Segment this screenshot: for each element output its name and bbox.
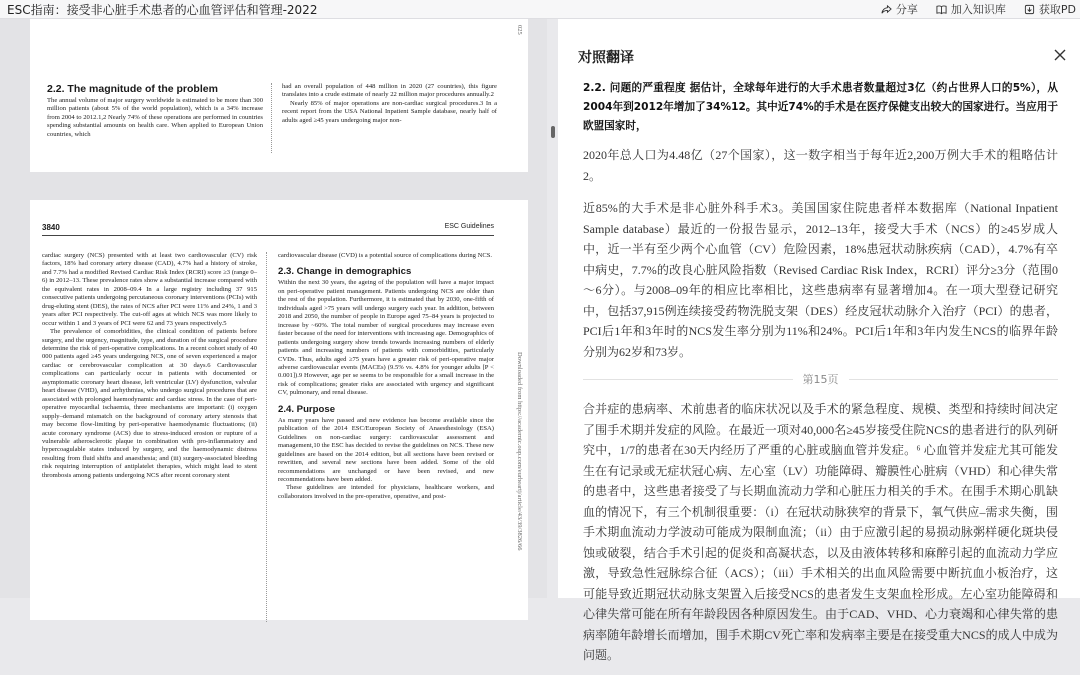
header-rule	[42, 235, 494, 236]
page-marker	[583, 371, 1058, 387]
download-file-icon	[1024, 4, 1035, 15]
download-watermark: Downloaded from https://academic.oup.com/eurheartj/article/43/39/3826/66	[516, 352, 523, 551]
section-heading-demographics: 2.3. Change in demographics	[278, 266, 412, 278]
panel-title: 对照翻译	[578, 50, 634, 66]
page-side-margin-text: 025	[516, 25, 523, 35]
translation-paragraph: 近85%的大手术是非心脏外科手术3。美国国家住院患者样本数据库（National Inpatient Sample database）最近的一份报告显示，2012–13年，接受大手术（NCS）的≥45岁成人中，近一半有至少两个心血管（CV）危险因素，18%患冠状动脉疾病（CAD），4.7%有卒中病史，7.7%的改良心脏风险指数（Revised Cardiac Risk Index，RCRI）评分≥3分（范围0～6分）。与2008–09年的相应比率相比，这些患病率有显著增加4。在一项大型登记研究中，包括37,915例连续接受药物洗脱支架（DES）经皮冠状动脉介入治疗（PCI）的患者，PCI后1年和3年时的NCS发生率分别为11%和24%。PCI后1年和3年内发生NCS的临界年龄分别为62岁和73岁。	[583, 201, 1058, 359]
pdf-left-column	[47, 83, 263, 139]
add-to-knowledge-base-button[interactable]	[936, 1, 1006, 17]
page-marker-line	[849, 379, 1059, 380]
translation-panel	[558, 19, 1080, 662]
pdf-paragraph: had an overall population of 448 million in 2020 (27 countries), this figure translates into a crude estimate of nearly 22 million major procedures annually.2	[282, 83, 497, 99]
pdf-paragraph: The prevalence of comorbidities, the clinical condition of patients before surgery, and the urgency, magnitude, type, and duration of the surgical procedure determine the risk of peri-operative complications. In a recent cohort study of 40 000 patients aged ≥45 years undergoing NCS, one of seven experienced a major cardiac or cerebrovascular complication at 30 days.6 Cardiovascular complications can particularly occur in patients with documented or asymptomatic coronary heart disease, left ventricular (LV) dysfunction, valvular heart disease (VHD), and arrhythmias, who undergo surgical procedures that are associated with prolonged haemodynamic and cardiac stress. In the case of peri-operative myocardial ischaemia, three mechanisms are important: (i) oxygen supply–demand mismatch on the background of coronary artery stenosis that may become flow-limiting by peri-operative haemodynamic fluctuations; (ii) acute coronary syndrome (ACS) due to stress-induced erosion or rupture of a vulnerable atherosclerotic plaque in combination with pro-inflammatory and hypercoagulable states induced by surgery, and the haemodynamic distress resulting from fluid shifts and anaesthesia; and (iii) surgery-associated bleeding risk requiring interruption of antiplatelet therapies, which might lead to stent thrombosis among patients undergoing NCS after recent coronary stent	[42, 328, 257, 479]
pdf-right-column	[282, 83, 497, 125]
page-marker-line	[583, 379, 793, 380]
pdf-page-top	[30, 19, 528, 172]
translation-content	[583, 79, 1058, 675]
page-marker-label: 第15页	[802, 373, 839, 386]
column-divider	[266, 252, 267, 622]
translation-paragraph: 2.2. 问题的严重程度 据估计，全球每年进行的大手术患者数量超过3亿（约占世界人口的5%），从2004年到2012年增加了34%12。其中近74%的手术是在医疗保健支出较大的国家进行。当应用于欧盟国家时，	[583, 82, 1058, 132]
pdf-paragraph: These guidelines are intended for physicians, healthcare workers, and collaborators involved in the pre-operative, operative, and post-	[278, 484, 494, 500]
pdf-paragraph: Within the next 30 years, the ageing of the population will have a major impact on peri-operative patient management. Patients undergoing NCS are older than the rest of the population. Furthermore, it is estimated that by 2030, one-fifth of individuals aged >75 years will undergo surgery each year. In addition, between 2018 and 2050, the number of people in Europe aged 75–84 years is projected to increase by ~60%. The total number of surgical procedures may increase even faster because of the need for interventions with increasing age. Demographics of patients undergoing surgery show trends towards increasing numbers of elderly patients and increasing numbers of patients with comorbidities, particularly CVDs. Thus, adults aged ≥75 years have a greater risk of peri-operative major adverse cardiovascular events (MACEs) (9.5% vs. 4.8% for younger adults [P < 0.001]).9 However, age per se seems to be responsible for a small increase in the risk of complications; greater risks are associated with urgency and significant CV, pulmonary, and renal disease.	[278, 279, 494, 397]
share-label: 分享	[895, 3, 918, 16]
pdf-viewer[interactable]	[0, 19, 547, 598]
pdf-paragraph: Nearly 85% of major operations are non-cardiac surgical procedures.3 In a recent report from the USA National Inpatient Sample database, nearly half of adults aged ≥45 years undergoing major non-	[282, 99, 497, 124]
page-number: 3840	[42, 223, 60, 232]
pdf-right-column	[278, 252, 494, 501]
pdf-paragraph: The annual volume of major surgery worldwide is estimated to be more than 300 million patients (about 5% of the world population), which is a 34% increase from 2004 to 2012.1,2 Nearly 74% of these operations are performed in countries spending substantial amounts on health care. When applied to European Union countries, which	[47, 97, 263, 138]
pdf-paragraph: cardiovascular disease (CVD) is a potential source of complications during NCS.	[278, 252, 493, 259]
pdf-page-bottom	[30, 200, 528, 620]
translation-paragraph: 2020年总人口为4.48亿（27个国家），这一数字相当于每年近2,200万例大手术的粗略估计2。	[583, 148, 1058, 183]
document-title: ESC指南：接受非心脏手术患者的心血管评估和管理-2022	[7, 3, 318, 17]
pdf-paragraph: cardiac surgery (NCS) presented with at least two cardiovascular (CV) risk factors, 18% had coronary artery disease (CAD), 4.7% had a history of stroke, and 7.7% had a modified Revised Cardiac Risk Index (RCRI) score ≥3 (range 0–6) in 2012–13. These prevalence rates show a substantial increase compared with the equivalent rates in 2008–09.4 In a large registry including 37 915 consecutive patients undergoing percutaneous coronary interventions (PCIs) with drug-eluting stent (DES), the rates of NCS after PCI were 11% and 24%, 1 and 3 years after PCI respectively. The cut-off ages at which NCS was more likely to occur within 1 and 3 years of PCI were 62 and 73 years respectively.5	[42, 252, 257, 327]
close-icon[interactable]	[1052, 47, 1068, 63]
column-divider	[271, 83, 272, 153]
share-icon	[881, 4, 892, 15]
pdf-paragraph: As many years have passed and new evidence has become available since the publication of the 2014 ESC/European Society of Anaesthesiology (ESA) Guidelines on non-cardiac surgery: cardiovascular assessment and management,10 the ESC has decided to revise the guidelines on NCS. These new guidelines are based on the 2014 edition, but all sections have been revised or rewritten, and several new sections have been added. Some of the old recommendations are unchanged or have been revised, and new recommendations have been added.	[278, 416, 494, 483]
get-pdf-label: 获取PD	[1038, 3, 1076, 16]
add-to-knowledge-base-label: 加入知识库	[950, 3, 1006, 16]
get-pdf-button[interactable]	[1024, 1, 1076, 17]
section-heading-purpose: 2.4. Purpose	[278, 403, 336, 415]
viewer-scrollbar-thumb[interactable]	[551, 126, 555, 138]
section-heading-magnitude: 2.2. The magnitude of the problem	[47, 83, 218, 95]
book-icon	[936, 4, 947, 15]
share-button[interactable]	[881, 1, 918, 17]
pdf-left-column	[42, 252, 257, 480]
translation-paragraph: 合并症的患病率、术前患者的临床状况以及手术的紧急程度、规模、类型和持续时间决定了围手术期并发症的风险。在最近一项对40,000名≥45岁接受住院NCS的患者进行的队列研究中，1/7的患者在30天内经历了严重的心脏或脑血管并发症。⁶ 心血管并发症尤其可能发生在有记录或无症状冠心病、左心室（LV）功能障碍、瓣膜性心脏病（VHD）和心律失常的患者中，这些患者接受了与长期血流动力学和心脏压力相关的手术。在围手术期心肌缺血的情况下，有三个机制很重要：（i）在冠状动脉狭窄的背景下，氧气供应–需求失衡，围手术期血流动力学波动可能成为限制血流；（ii）由于应激引起的易损动脉粥样硬化斑块侵蚀或破裂，结合手术引起的促炎和高凝状态，以及由液体转移和麻醉引起的血流动力学应激，导致急性冠脉综合征（ACS）；（iii）手术相关的出血风险需要中断抗血小板治疗，这可能导致近期冠状动脉支架置入后接受NCS的患者发生支架血栓形成。左心室功能障碍和心律失常可能在所有年龄段因各种原因发生。由于CAD、VHD、心力衰竭和心律失常的患病率随年龄增长而增加，围手术期CV死亡率和发病率主要是在接受重大NCS的成人中成为问题。	[583, 402, 1058, 662]
top-bar	[0, 0, 1080, 19]
journal-label: ESC Guidelines	[444, 223, 494, 230]
top-actions	[881, 0, 1080, 18]
